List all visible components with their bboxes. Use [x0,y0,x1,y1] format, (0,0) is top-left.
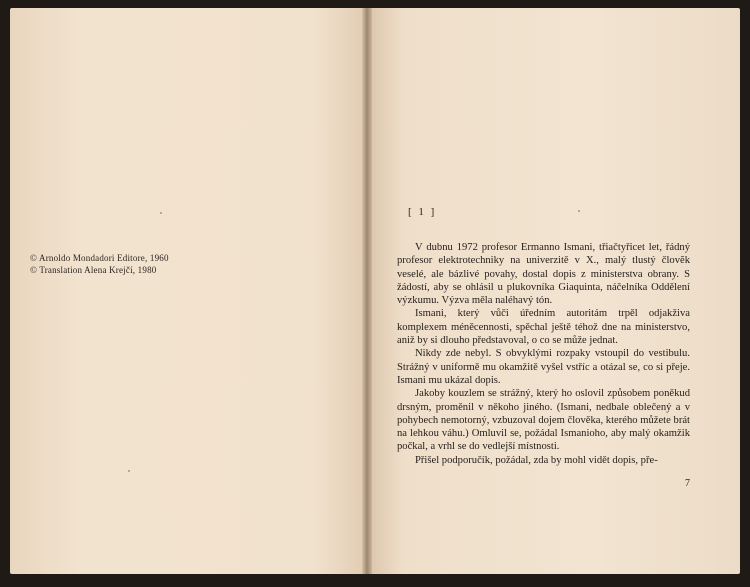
book-gutter [362,8,372,574]
left-page [10,8,366,574]
chapter-marker: [ 1 ] [408,206,437,218]
paragraph: Nikdy zde nebyl. S obvyklými rozpaky vstoupil do vestibulu. Strážný v uniformě mu okamžitě vyšel vstříc a otázal se, co si přeje. Ismani mu ukázal dopis. [397,348,690,386]
paragraph: Jakoby kouzlem se strážný, který ho oslovil způsobem poněkud drsným, proměnil v někoho jiného. (Ismani, nedbale oblečený a v pohybech nemotorný, vzbuzoval dojem člověka, kterého můžete brát na lehkou váhu.) Omluvil se, požádal Ismanioho, aby malý okamžik počkal, a vrhl se do vedlejší místnosti. [397,388,690,453]
copyright-line-translation: © Translation Alena Krejčí, 1980 [30,265,157,275]
copyright-line-publisher: © Arnoldo Mondadori Editore, 1960 [30,253,169,263]
paper-speck [578,210,580,212]
paragraph: Přišel podporučík, požádal, zda by mohl vidět dopis, pře- [415,454,658,466]
chapter-body-text [397,241,690,467]
paper-speck [128,470,130,472]
page-number: 7 [685,478,690,489]
paper-speck [160,212,162,214]
copyright-notice [30,252,169,276]
paragraph: V dubnu 1972 profesor Ermanno Ismani, třiačtyřicet let, řádný profesor elektrotechniky na univerzitě v X., malý tlustý človĕk veselé, ale bázlivé povahy, dostal dopis z ministerstva obrany. S žádostí, aby se ohlásil u plukovníka Giaquinta, náčelníka Oddělení výzkumu. Výzva měla naléhavý tón. [397,242,690,307]
paragraph: Ismani, který vůči úředním autoritám trpěl odjakživa komplexem méněcennosti, spěchal ještě téhož dne na ministerstvo, aniž by si dlouho představoval, o co se může jednat. [397,308,690,347]
